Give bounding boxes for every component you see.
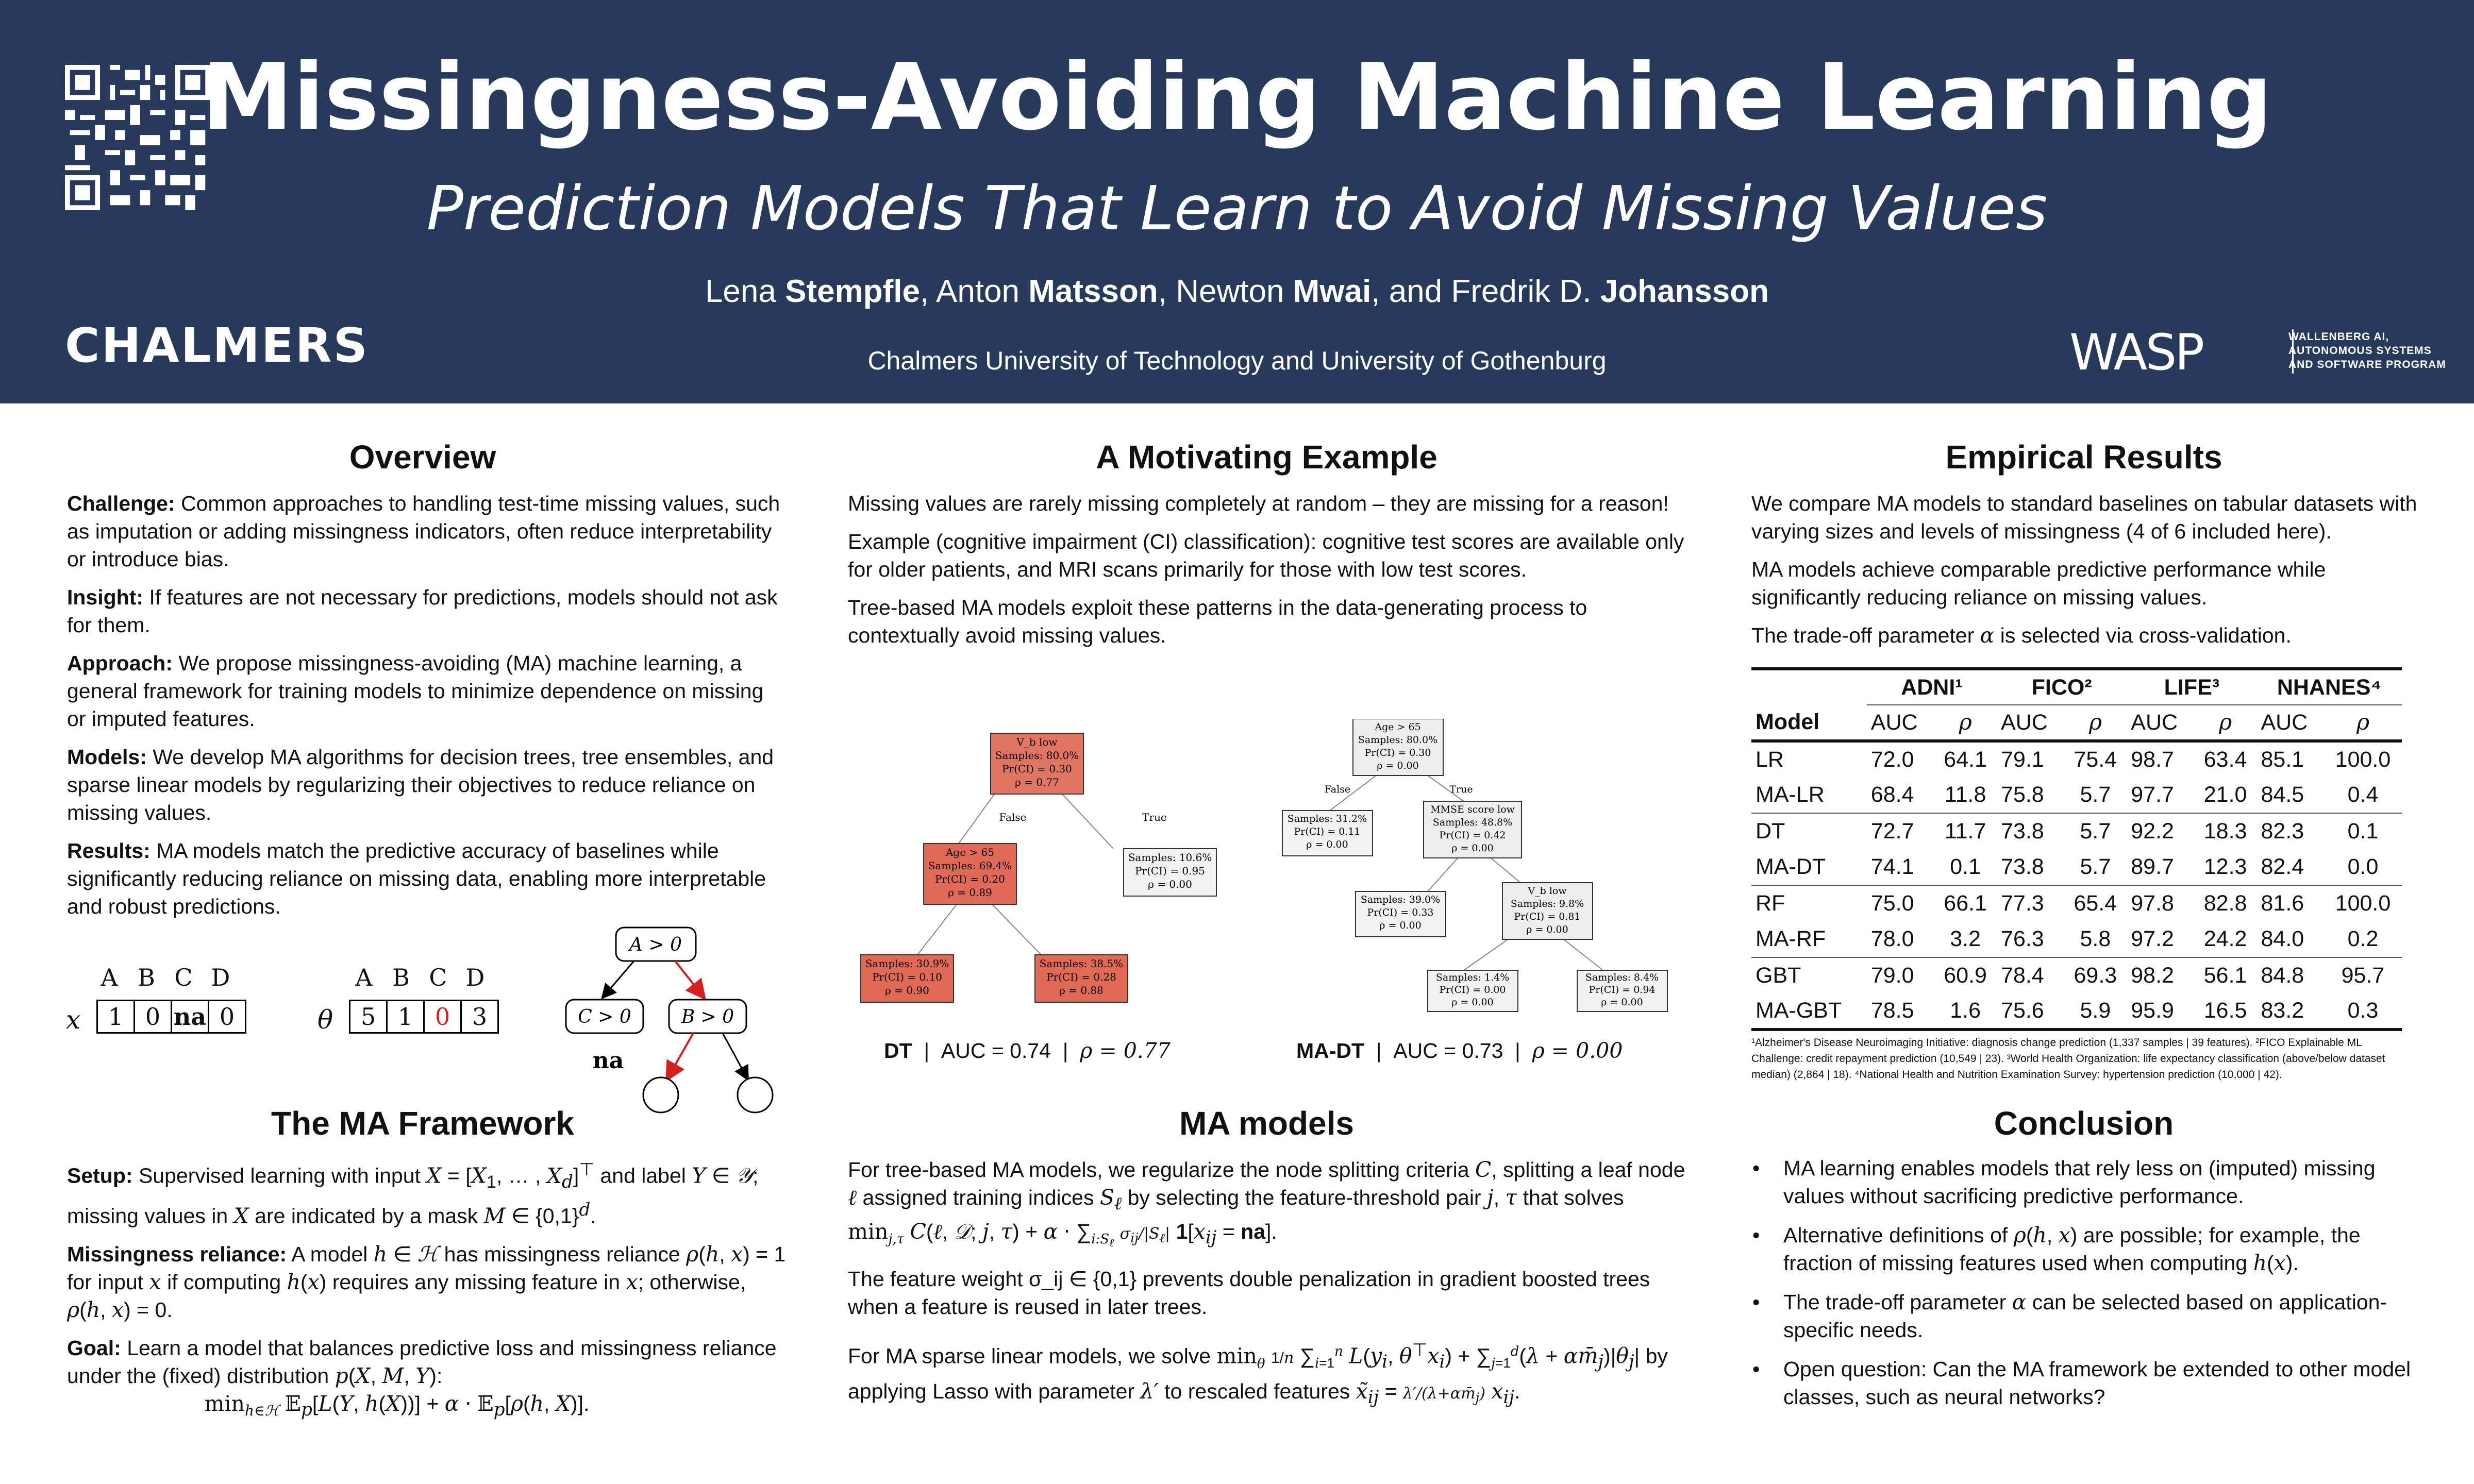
svg-text:Samples: 39.0%: Samples: 39.0% (1360, 894, 1441, 905)
author-last-name: Stempfle (785, 274, 920, 309)
table-cell: 0.1 (1950, 854, 1981, 879)
dt-mid-leaf (1035, 955, 1128, 1002)
table-cell: 5.9 (2080, 998, 2111, 1023)
table-cell: 72.0 (1870, 747, 1914, 772)
svg-text:V_b low: V_b low (1528, 885, 1567, 897)
table-cell: 75.8 (2001, 782, 2044, 807)
table-row (1751, 921, 2402, 957)
svg-text:False: False (999, 811, 1027, 823)
table-cell: 12.3 (2203, 854, 2247, 879)
table-cell: 75.6 (2001, 998, 2044, 1023)
table-cell-model: GBT (1751, 957, 1867, 993)
table-cell: 100.0 (2324, 885, 2402, 921)
svg-text:B > 0: B > 0 (681, 1006, 734, 1027)
dt-mid-node (924, 844, 1016, 904)
table-cell: 18.3 (2194, 813, 2257, 849)
table-row (1751, 813, 2402, 849)
svg-text:V_b low: V_b low (1016, 736, 1058, 748)
list-item: • MA learning enables models that rely less on (imputed) missing values without sacrificing predictive performance. (1752, 1154, 2422, 1210)
svg-text:Samples: 38.5%: Samples: 38.5% (1039, 957, 1124, 970)
conclusion-list (1752, 1154, 2422, 1422)
mini-tree-right-node (669, 1000, 746, 1033)
madt-mid-right-node (1502, 883, 1593, 939)
svg-text:Samples: 30.9%: Samples: 30.9% (865, 957, 949, 970)
table-cell: 16.5 (2203, 998, 2247, 1023)
svg-text:Age > 65: Age > 65 (945, 846, 995, 858)
dt-tree-figure (856, 724, 1237, 1018)
poster-subtitle: Prediction Models That Learn to Avoid Missing Values (426, 173, 2048, 244)
author-first-name: Lena (705, 274, 776, 309)
svg-text:Samples: 80.0%: Samples: 80.0% (995, 749, 1079, 762)
motivating-heading: A Motivating Example (1096, 439, 1437, 476)
table-cell: 97.2 (2131, 926, 2174, 951)
table-row (1751, 993, 2402, 1030)
table-cell: 74.1 (1870, 854, 1914, 879)
table-row (1751, 741, 2402, 777)
table-cell: 72.7 (1867, 813, 1934, 849)
table-cell: 1.6 (1950, 998, 1981, 1023)
author-last-name: Matsson (1028, 274, 1158, 309)
results-footnote: ¹Alzheimer's Disease Neuroimaging Initiative: diagnosis change prediction (1,337 samples | 39 features). ²FICO Explainable ML Challenge: credit repayment prediction (10,549 | 23). ³World Health Organization: life expectancy classification (above/below dataset median) (2,864 | 18). ⁴National Health and Nutrition Examination Survey: hypertension prediction (10,000 | 42). (1751, 1037, 2385, 1081)
chalmers-logo: CHALMERS (65, 318, 369, 373)
framework-body: Setup: Supervised learning with input $X = [X_1$, … , $X_d]^⊤$ and label Y ∈ 𝒴; missing values in X are indicated by a mask M ∈ $\{0,1\}^d$. Missingness reliance: A model h ∈ ℋ has missingness reliance ρ(h, x) = 1 for input x if computing h(x) requires any missing feature in x; otherwise, ρ(h, x) = 0. Goal: Learn a model that balances predictive loss and missingness reliance under the (fixed) distribution p(X, M, Y): $\min_{h\in ℋ}$ 𝔼$_p$[L(Y, h(X))] + α ⋅ 𝔼$_p$[ρ(h, X)]. (67, 1156, 789, 1425)
table-cell-model: MA-GBT (1756, 998, 1842, 1023)
svg-text:ρ = 0.00: ρ = 0.00 (1526, 924, 1568, 935)
table-cell: 65.4 (2064, 885, 2127, 921)
svg-text:Pr(CI) = 0.94: Pr(CI) = 0.94 (1589, 984, 1656, 996)
table-cell: 78.5 (1870, 998, 1914, 1023)
mini-tree-root-node (616, 927, 696, 961)
overview-item: Approach: We propose missingness-avoiding (MA) machine learning, a general framework for training models to minimize dependence on missing or imputed features. (67, 651, 764, 731)
overview-body (67, 490, 781, 931)
table-cell: 69.3 (2064, 957, 2127, 993)
madt-left-leaf (1282, 811, 1373, 856)
table-cell-model: RF (1751, 885, 1867, 921)
table-row (1751, 957, 2402, 993)
svg-text:ρ = 0.77: ρ = 0.77 (1015, 776, 1059, 788)
results-table (1751, 667, 2402, 1031)
table-cell: 98.7 (2131, 747, 2174, 772)
poster-header (0, 0, 2474, 403)
motivating-body: Missing values are rarely missing completely at random – they are missing for a reason! Example (cognitive impairment (CI) classification): cognitive test scores are available only for older patients, and MRI scans primarily for those with low test scores. Tree-based MA models exploit these patterns in the data-generating process to contextually avoid missing values. (848, 492, 1684, 647)
overview-item: Challenge: Common approaches to handling test-time missing values, such as imputation or adding missingness indicators, often reduce interpretability or introduce bias. (67, 492, 780, 571)
table-cell: 0.1 (2324, 813, 2402, 849)
table-row (1751, 777, 2402, 813)
svg-text:Pr(CI) = 0.81: Pr(CI) = 0.81 (1514, 911, 1581, 922)
table-cell: 84.0 (2261, 926, 2304, 951)
na-label: na (592, 1048, 624, 1074)
table-cell-model: MA-DT (1756, 854, 1826, 879)
dt-left-leaf (861, 955, 954, 1002)
results-body: We compare MA models to standard baselines on tabular datasets with varying sizes and levels of missingness (4 of 6 included here). MA models achieve comparable predictive performance while significantly reducing reliance on missing values. The trade-off parameter α is selected via cross-validation. (1751, 492, 2417, 648)
table-cell: 5.8 (2080, 926, 2111, 951)
list-item: • Alternative definitions of ρ(h, x) are possible; for example, the fraction of missing features used when computing h(x). (1752, 1221, 2422, 1277)
svg-text:Samples: 69.4%: Samples: 69.4% (928, 859, 1012, 872)
svg-text:True: True (1449, 784, 1473, 795)
madt-tree-figure (1273, 719, 1685, 1013)
author-last-name: Johansson (1600, 274, 1769, 309)
table-metric-header-row: Model AUC ρ AUC ρ AUC ρ AUC ρ (1751, 705, 2402, 741)
svg-text:Samples: 48.8%: Samples: 48.8% (1432, 817, 1513, 828)
svg-text:ρ = 0.00: ρ = 0.00 (1148, 878, 1192, 890)
table-cell: 100.0 (2335, 747, 2391, 772)
svg-text:Pr(CI) = 0.42: Pr(CI) = 0.42 (1439, 830, 1506, 841)
svg-text:ρ = 0.00: ρ = 0.00 (1306, 839, 1348, 850)
list-item: • The trade-off parameter α can be selected based on application-specific needs. (1752, 1288, 2422, 1344)
results-table-body (1751, 741, 2402, 1030)
table-cell: 0.2 (2347, 926, 2379, 951)
svg-text:Samples: 80.0%: Samples: 80.0% (1358, 734, 1438, 746)
table-cell: 78.4 (1997, 957, 2064, 993)
table-cell: 21.0 (2203, 782, 2247, 807)
table-cell: 97.8 (2127, 885, 2194, 921)
table-cell: 75.0 (1867, 885, 1934, 921)
table-cell: 77.3 (1997, 885, 2064, 921)
table-row (1751, 885, 2402, 921)
table-cell-model: DT (1751, 813, 1867, 849)
svg-text:Samples: 10.6%: Samples: 10.6% (1128, 851, 1212, 864)
svg-text:False: False (1324, 784, 1351, 795)
table-cell: 64.1 (1944, 747, 1987, 772)
table-cell: 75.4 (2074, 747, 2117, 772)
table-cell: 82.3 (2257, 813, 2324, 849)
author-first-name: Anton (936, 274, 1020, 309)
table-cell: 84.8 (2257, 957, 2324, 993)
madt-root-node (1353, 719, 1443, 775)
svg-text:Pr(CI) = 0.20: Pr(CI) = 0.20 (935, 873, 1005, 885)
table-cell: 68.4 (1870, 782, 1914, 807)
table-cell: 5.7 (2080, 782, 2111, 807)
table-cell: 56.1 (2194, 957, 2257, 993)
overview-item: Models: We develop MA algorithms for decision trees, tree ensembles, and sparse linear models by regularizing their objectives to reduce reliance on missing values. (67, 745, 774, 824)
madt-low-right-leaf (1577, 970, 1667, 1011)
dt-root-node (991, 733, 1083, 794)
svg-text:Pr(CI) = 0.33: Pr(CI) = 0.33 (1367, 907, 1434, 918)
svg-text:Pr(CI) = 0.95: Pr(CI) = 0.95 (1135, 865, 1205, 877)
svg-text:ρ = 0.00: ρ = 0.00 (1379, 920, 1422, 931)
svg-text:Pr(CI) = 0.30: Pr(CI) = 0.30 (1364, 747, 1431, 758)
table-cell: 60.9 (1934, 957, 1997, 993)
svg-text:ρ = 0.90: ρ = 0.90 (885, 984, 929, 997)
table-cell: 3.2 (1950, 926, 1981, 951)
goal-equation: $\min_{h\in ℋ}$ 𝔼$_p$[L(Y, h(X))] + α ⋅ 𝔼$_p$[ρ(h, X)]. (204, 1391, 590, 1420)
table-cell: 76.3 (2001, 926, 2044, 951)
svg-text:Pr(CI) = 0.30: Pr(CI) = 0.30 (1002, 763, 1072, 775)
table-cell: 73.8 (2001, 854, 2044, 879)
table-cell: 98.2 (2127, 957, 2194, 993)
mini-tree-left-node (566, 1000, 643, 1033)
table-cell: 78.0 (1870, 926, 1914, 951)
svg-text:Pr(CI) = 0.00: Pr(CI) = 0.00 (1439, 984, 1506, 996)
author-first-name: Newton (1176, 274, 1284, 309)
ma-models-body: For tree-based MA models, we regularize the node splitting criteria C, splitting a leaf node ℓ assigned training indices $S_\ell$ by selecting the feature-threshold pair j, τ that solves $\min_{j,\tau}$ C(ℓ, 𝒟; j, $\tau) + \alpha \cdot \sum_{i:S_\ell}$ $\sigma_{ij}/|S_\ell|$ $1[x_{ij} = na]$. The feature weight σ_ij ∈ {0,1} prevents double penalization in gradient boosted trees when a feature is reused in later trees. For MA sparse linear models, we solve $\min_\theta 1/n$ $\sum_{i=1}^n$ $L(y_i$, $\theta^⊤x_i) + \sum_{j=1}^d(\lambda$ + $\alpha m̄_j)|\theta_j|$ by applying Lasso with parameter λ′ to rescaled features $x̃_{ij}$ = $\lambda'/(\lambda+\alpha m̄_j)$ $x_{ij}$. (848, 1157, 1685, 1408)
svg-text:ρ = 0.00: ρ = 0.00 (1451, 842, 1494, 854)
table-cell: 5.7 (2080, 854, 2111, 879)
svg-text:Samples: 9.8%: Samples: 9.8% (1510, 898, 1584, 909)
table-cell: 95.7 (2324, 957, 2402, 993)
overview-item: Results: MA models match the predictive accuracy of baselines while significantly reducing reliance on missing data, enabling more interpretable and robust predictions. (67, 839, 766, 918)
list-item: • Open question: Can the MA framework be extended to other model classes, such as neural networks? (1752, 1355, 2422, 1411)
svg-text:Samples: 8.4%: Samples: 8.4% (1585, 972, 1659, 983)
svg-text:MMSE score low: MMSE score low (1430, 804, 1515, 815)
table-cell: 0.4 (2347, 782, 2379, 807)
table-cell: 0.3 (2347, 998, 2379, 1023)
svg-text:ρ = 0.89: ρ = 0.89 (948, 886, 992, 899)
table-cell: 84.5 (2261, 782, 2304, 807)
framework-heading: The MA Framework (271, 1105, 574, 1142)
table-cell: 5.7 (2064, 813, 2127, 849)
table-cell-model: MA-RF (1756, 926, 1826, 951)
svg-text:Samples: 31.2%: Samples: 31.2% (1287, 813, 1367, 824)
dt-right-leaf (1124, 849, 1216, 896)
madt-caption: MA-DT | AUC = 0.73 | ρ = 0.00 (1296, 1038, 1623, 1063)
table-cell: 11.8 (1944, 782, 1986, 807)
table-cell: 66.1 (1934, 885, 1997, 921)
svg-text:Age > 65: Age > 65 (1375, 721, 1421, 733)
table-cell: 97.7 (2131, 782, 2174, 807)
svg-text:ρ = 0.00: ρ = 0.00 (1377, 760, 1419, 771)
wasp-logo-text: WASP (2069, 327, 2203, 376)
table-cell: 82.8 (2194, 885, 2257, 921)
overview-item: Insight: If features are not necessary for predictions, models should not ask for them. (67, 585, 778, 637)
conclusion-heading: Conclusion (1994, 1105, 2174, 1142)
table-cell: 89.7 (2131, 854, 2174, 879)
author-last-name: Mwai (1293, 274, 1372, 309)
table-cell: 63.4 (2203, 747, 2247, 772)
table-cell: 95.9 (2131, 998, 2174, 1023)
svg-text:A > 0: A > 0 (629, 934, 682, 955)
table-row (1751, 849, 2402, 885)
wasp-subtitle: WALLENBERG AI, AUTONOMOUS SYSTEMS AND SOFTWARE PROGRAM (2288, 331, 2446, 370)
mini-decision-tree (557, 925, 783, 1126)
table-cell: 92.2 (2127, 813, 2194, 849)
table-cell-model: LR (1756, 747, 1784, 772)
svg-text:Pr(CI) = 0.10: Pr(CI) = 0.10 (872, 971, 942, 983)
table-cell: 85.1 (2261, 747, 2304, 772)
table-cell: 79.0 (1867, 957, 1934, 993)
svg-text:Samples: 1.4%: Samples: 1.4% (1435, 972, 1510, 983)
svg-text:C > 0: C > 0 (578, 1006, 631, 1027)
dt-caption: DT | AUC = 0.74 | ρ = 0.77 (884, 1038, 1171, 1063)
table-cell: 24.2 (2203, 926, 2247, 951)
table-cell: 81.6 (2257, 885, 2324, 921)
svg-text:Pr(CI) = 0.11: Pr(CI) = 0.11 (1294, 826, 1361, 837)
overview-heading: Overview (349, 439, 496, 476)
svg-text:True: True (1142, 811, 1167, 823)
wasp-logo (2038, 327, 2327, 376)
table-dataset-header-row: ADNI¹ FICO² LIFE³ NHANES⁴ (1751, 669, 2402, 705)
table-cell: 82.4 (2261, 854, 2304, 879)
svg-text:ρ = 0.00: ρ = 0.00 (1601, 997, 1643, 1008)
table-cell: 73.8 (1997, 813, 2064, 849)
table-cell: 79.1 (2001, 747, 2044, 772)
svg-text:ρ = 0.00: ρ = 0.00 (1451, 997, 1494, 1008)
madt-mid-node (1424, 801, 1522, 858)
svg-text:Pr(CI) = 0.28: Pr(CI) = 0.28 (1046, 971, 1116, 983)
madt-mid-left-leaf (1356, 891, 1446, 937)
table-cell: 11.7 (1934, 813, 1997, 849)
table-cell-model: MA-LR (1756, 782, 1825, 807)
ma-models-heading: MA models (1179, 1105, 1354, 1142)
affiliation: Chalmers University of Technology and University of Gothenburg (867, 346, 1607, 375)
author-list: Lena Stempfle, Anton Matsson, Newton Mwai, and Fredrik D. Johansson (705, 274, 1769, 309)
poster-title: Missingness-Avoiding Machine Learning (202, 44, 2272, 150)
svg-text:ρ = 0.88: ρ = 0.88 (1059, 984, 1104, 997)
table-cell: 0.0 (2347, 854, 2379, 879)
author-first-name: Fredrik D. (1451, 274, 1592, 309)
table-cell: 83.2 (2261, 998, 2304, 1023)
results-heading: Empirical Results (1945, 439, 2222, 476)
madt-low-left-leaf (1428, 970, 1518, 1011)
